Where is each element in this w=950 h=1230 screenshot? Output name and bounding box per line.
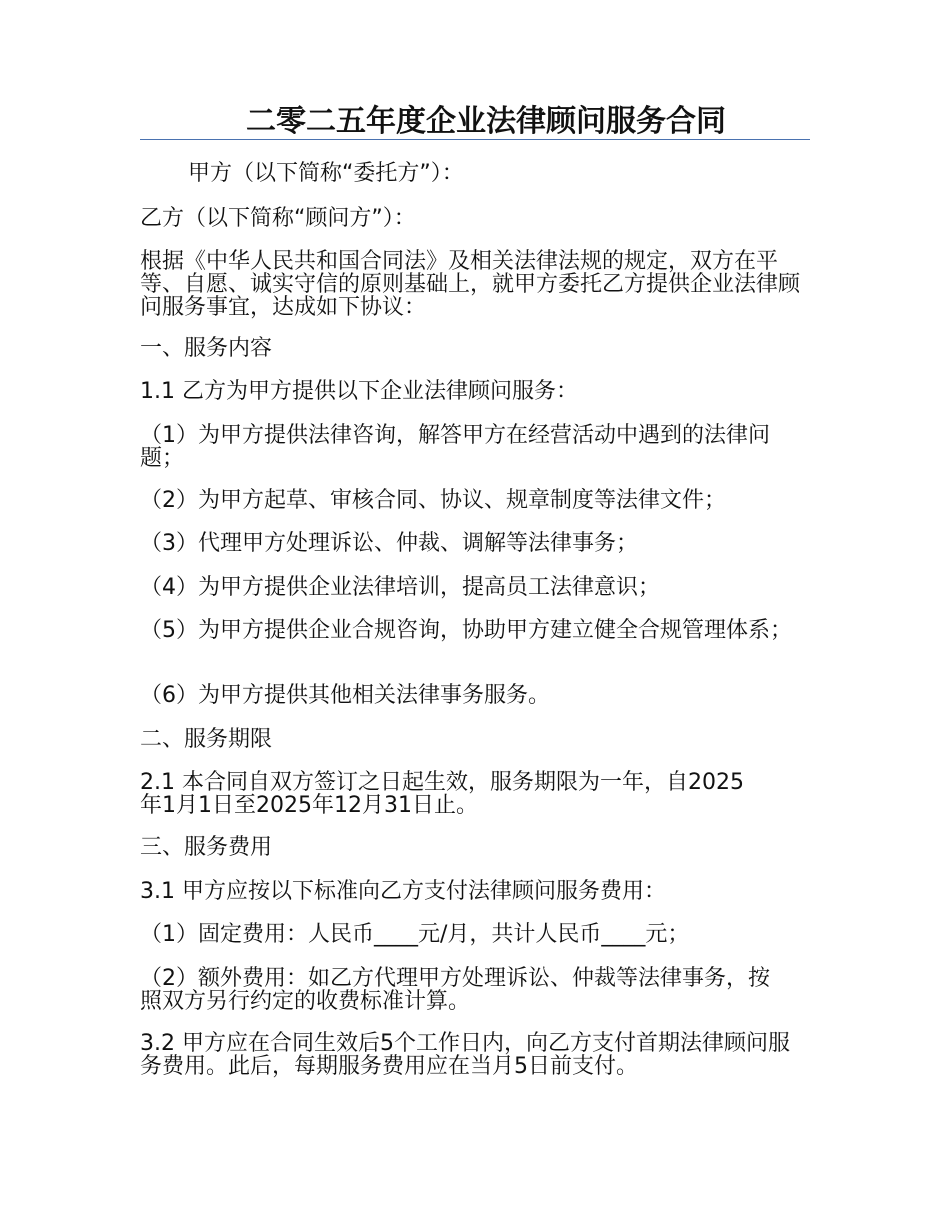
service-item-3: （3）代理甲方处理诉讼、仲裁、调解等法律事务； xyxy=(140,531,638,556)
party-a-line: 甲方（以下简称“委托方”）： xyxy=(188,161,464,186)
party-b-line: 乙方（以下简称“顾问方”）： xyxy=(140,206,416,231)
document-title: 二零二五年度企业法律顾问服务合同 xyxy=(246,104,726,139)
clause-2-1: 2.1 本合同自双方签订之日起生效，服务期限为一年，自2025年1月1日至2025年12月31日止。 xyxy=(140,770,744,818)
service-item-1: （1）为甲方提供法律咨询，解答甲方在经营活动中遇到的法律问题； xyxy=(140,423,770,471)
section-2-heading: 二、服务期限 xyxy=(140,727,273,752)
service-item-4: （4）为甲方提供企业法律培训，提高员工法律意识； xyxy=(140,575,660,600)
fee-item-2: （2）额外费用：如乙方代理甲方处理诉讼、仲裁等法律事务，按照双方另行约定的收费标准计算。 xyxy=(140,966,770,1014)
clause-3-1: 3.1 甲方应按以下标准向乙方支付法律顾问服务费用： xyxy=(140,879,666,904)
title-underline xyxy=(140,139,810,140)
fee-item-1: （1）固定费用：人民币____元/月，共计人民币____元； xyxy=(140,922,690,947)
clause-3-2: 3.2 甲方应在合同生效后5个工作日内，向乙方支付首期法律顾问服务费用。此后，每期服务费用应在当月5日前支付。 xyxy=(140,1031,790,1079)
clause-1-1: 1.1 乙方为甲方提供以下企业法律顾问服务： xyxy=(140,379,578,404)
section-3-heading: 三、服务费用 xyxy=(140,835,273,860)
service-item-6: （6）为甲方提供其他相关法律事务服务。 xyxy=(140,683,550,708)
preamble-paragraph: 根据《中华人民共和国合同法》及相关法律法规的规定，双方在平等、自愿、诚实守信的原则基础上，就甲方委托乙方提供企业法律顾问服务事宜，达成如下协议： xyxy=(140,249,801,320)
section-1-heading: 一、服务内容 xyxy=(140,336,273,361)
service-item-2: （2）为甲方起草、审核合同、协议、规章制度等法律文件； xyxy=(140,488,726,513)
service-item-5: （5）为甲方提供企业合规咨询，协助甲方建立健全合规管理体系； xyxy=(140,618,792,643)
